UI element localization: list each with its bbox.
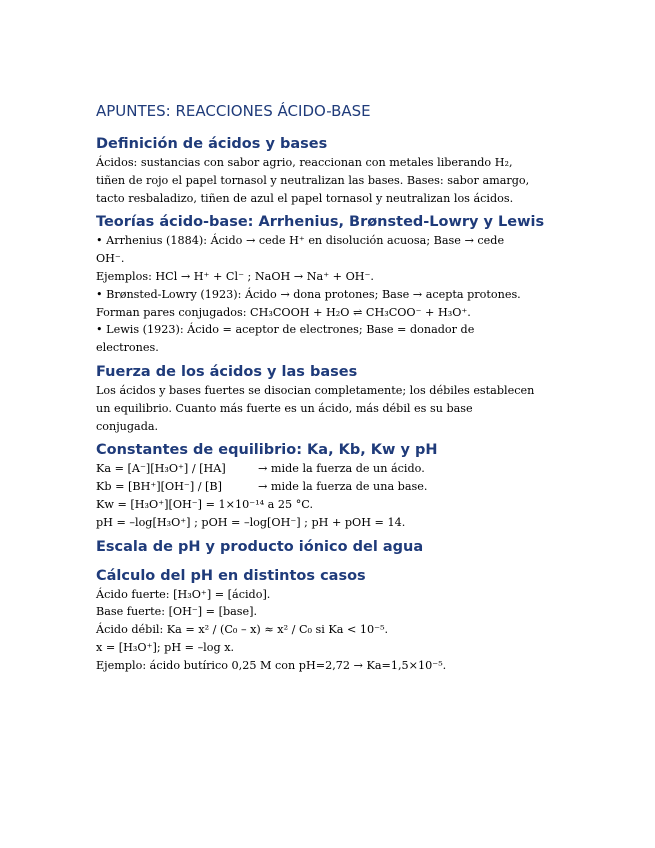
document-page bbox=[96, 101, 566, 681]
body-line: tiñen de rojo el papel tornasol y neutralizan las bases. Bases: sabor amargo, bbox=[96, 173, 530, 187]
body-line: Ácido débil: Ka = x² / (C₀ – x) ≈ x² / C₀ si Ka < 10⁻⁵. bbox=[96, 623, 389, 637]
equation-description: → mide la fuerza de un ácido. bbox=[258, 462, 425, 476]
section-heading: Fuerza de los ácidos y las bases bbox=[96, 363, 358, 380]
body-line: Ejemplos: HCl → H⁺ + Cl⁻ ; NaOH → Na⁺ + OH⁻. bbox=[96, 269, 374, 283]
equation-formula: Kb = [BH⁺][OH⁻] / [B] bbox=[96, 480, 223, 494]
equation-row bbox=[96, 478, 566, 496]
body-line: Forman pares conjugados: CH₃COOH + H₂O ⇌ CH₃COO⁻ + H₃O⁺. bbox=[96, 305, 471, 319]
section-heading: Definición de ácidos y bases bbox=[96, 136, 328, 152]
body-line: • Arrhenius (1884): Ácido → cede H⁺ en disolución acuosa; Base → cede bbox=[96, 234, 505, 248]
section-heading: Constantes de equilibrio: Ka, Kb, Kw y pH bbox=[96, 442, 438, 459]
equation-description: → mide la fuerza de una base. bbox=[258, 480, 428, 494]
body-line: un equilibrio. Cuanto más fuerte es un ácido, más débil es su base bbox=[96, 401, 473, 415]
section-escala bbox=[96, 538, 566, 557]
body-line: Ejemplo: ácido butírico 0,25 M con pH=2,72 → Ka=1,5×10⁻⁵. bbox=[96, 658, 447, 672]
section-heading: Cálculo del pH en distintos casos bbox=[96, 567, 366, 584]
body-line: electrones. bbox=[96, 341, 159, 355]
body-line: tacto resbaladizo, tiñen de azul el papel tornasol y neutralizan los ácidos. bbox=[96, 191, 514, 205]
document-title: APUNTES: REACCIONES ÁCIDO-BASE bbox=[96, 102, 371, 120]
body-line: conjugada. bbox=[96, 419, 159, 433]
body-line: • Brønsted-Lowry (1923): Ácido → dona protones; Base → acepta protones. bbox=[96, 287, 521, 301]
body-line: Los ácidos y bases fuertes se disocian completamente; los débiles establecen bbox=[96, 383, 535, 397]
equation-row bbox=[96, 460, 566, 478]
body-line: pH = –log[H₃O⁺] ; pOH = –log[OH⁻] ; pH + pOH = 14. bbox=[96, 515, 406, 529]
body-line: • Lewis (1923): Ácido = aceptor de electrones; Base = donador de bbox=[96, 323, 475, 337]
body-line: Base fuerte: [OH⁻] = [base]. bbox=[96, 605, 258, 619]
body-line: Ácido fuerte: [H₃O⁺] = [ácido]. bbox=[96, 587, 271, 601]
body-line: Ácidos: sustancias con sabor agrio, reaccionan con metales liberando H₂, bbox=[96, 156, 513, 169]
section-teorias bbox=[96, 213, 566, 357]
body-line: x = [H₃O⁺]; pH = –log x. bbox=[96, 640, 235, 654]
section-fuerza bbox=[96, 363, 566, 435]
section-constantes bbox=[96, 441, 566, 531]
section-heading: Teorías ácido-base: Arrhenius, Brønsted-Lowry y Lewis bbox=[96, 214, 545, 231]
body-line: OH⁻. bbox=[96, 252, 125, 266]
section-definicion bbox=[96, 135, 566, 207]
equation-formula: Ka = [A⁻][H₃O⁺] / [HA] bbox=[96, 462, 226, 476]
section-calculo bbox=[96, 567, 566, 675]
body-line: Kw = [H₃O⁺][OH⁻] = 1×10⁻¹⁴ a 25 °C. bbox=[96, 497, 314, 511]
section-heading: Escala de pH y producto iónico del agua bbox=[96, 538, 424, 555]
